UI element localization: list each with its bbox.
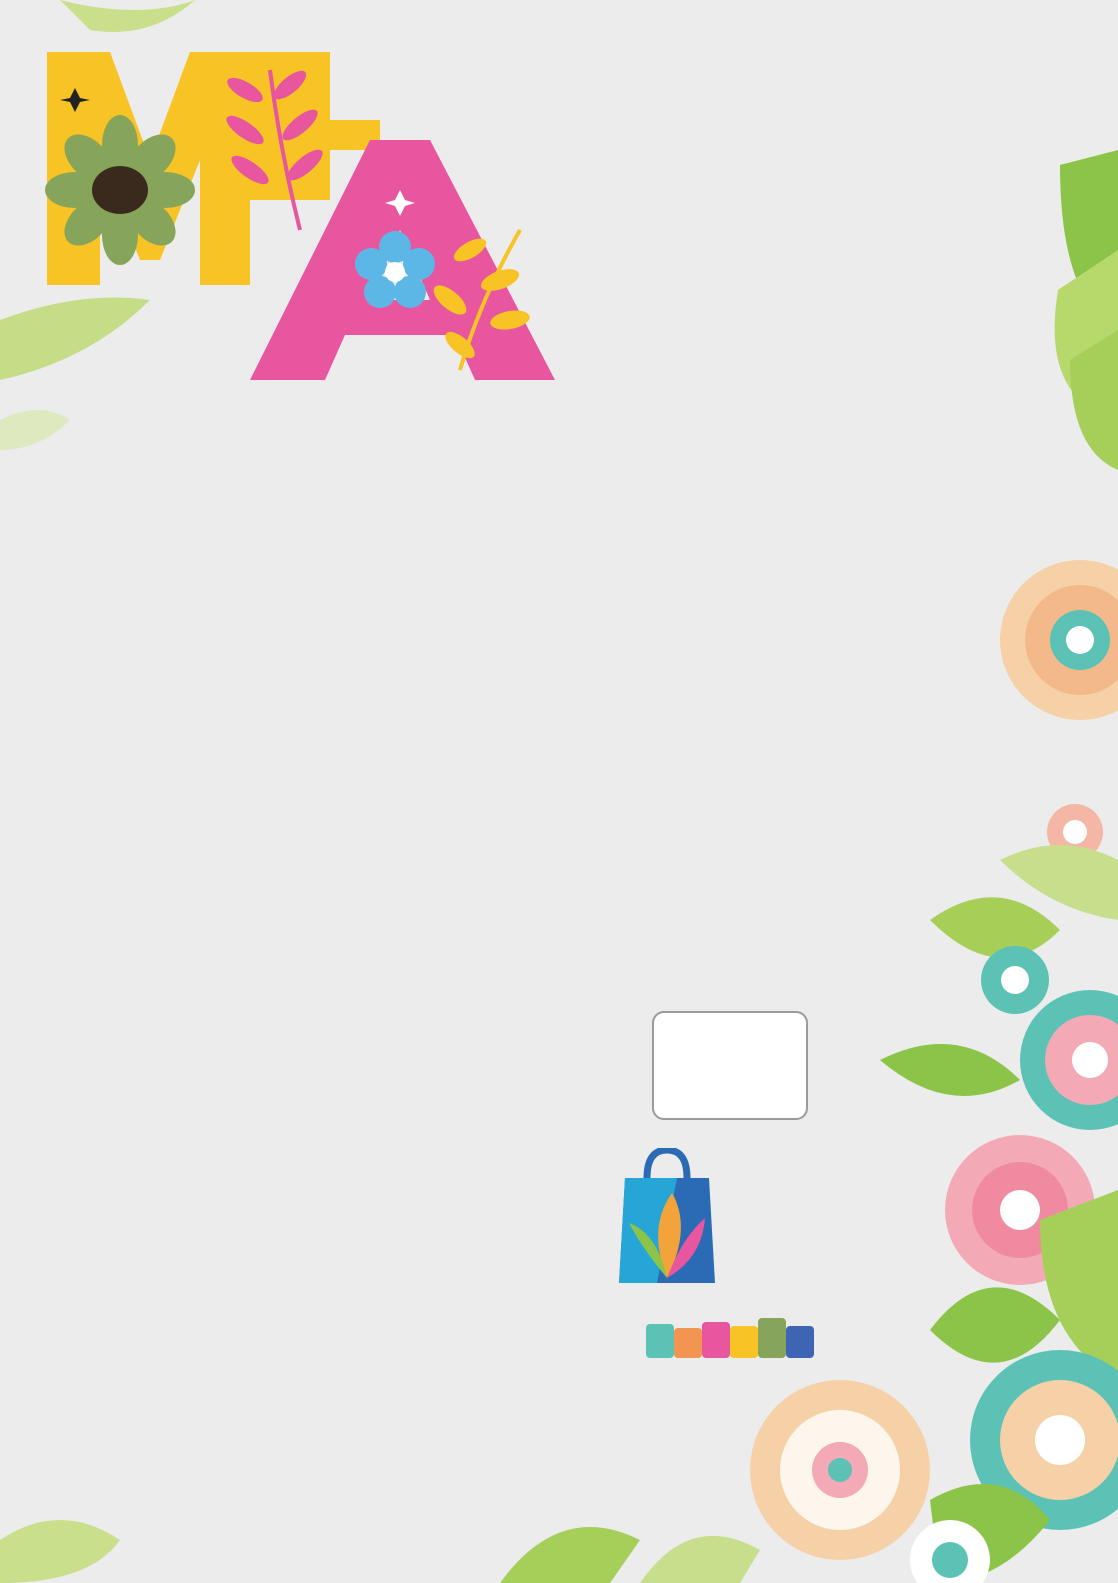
laudio-logo-background	[646, 1318, 816, 1368]
euskara-semaphore	[652, 1011, 808, 1120]
shopping-bag-logo	[617, 1148, 717, 1288]
